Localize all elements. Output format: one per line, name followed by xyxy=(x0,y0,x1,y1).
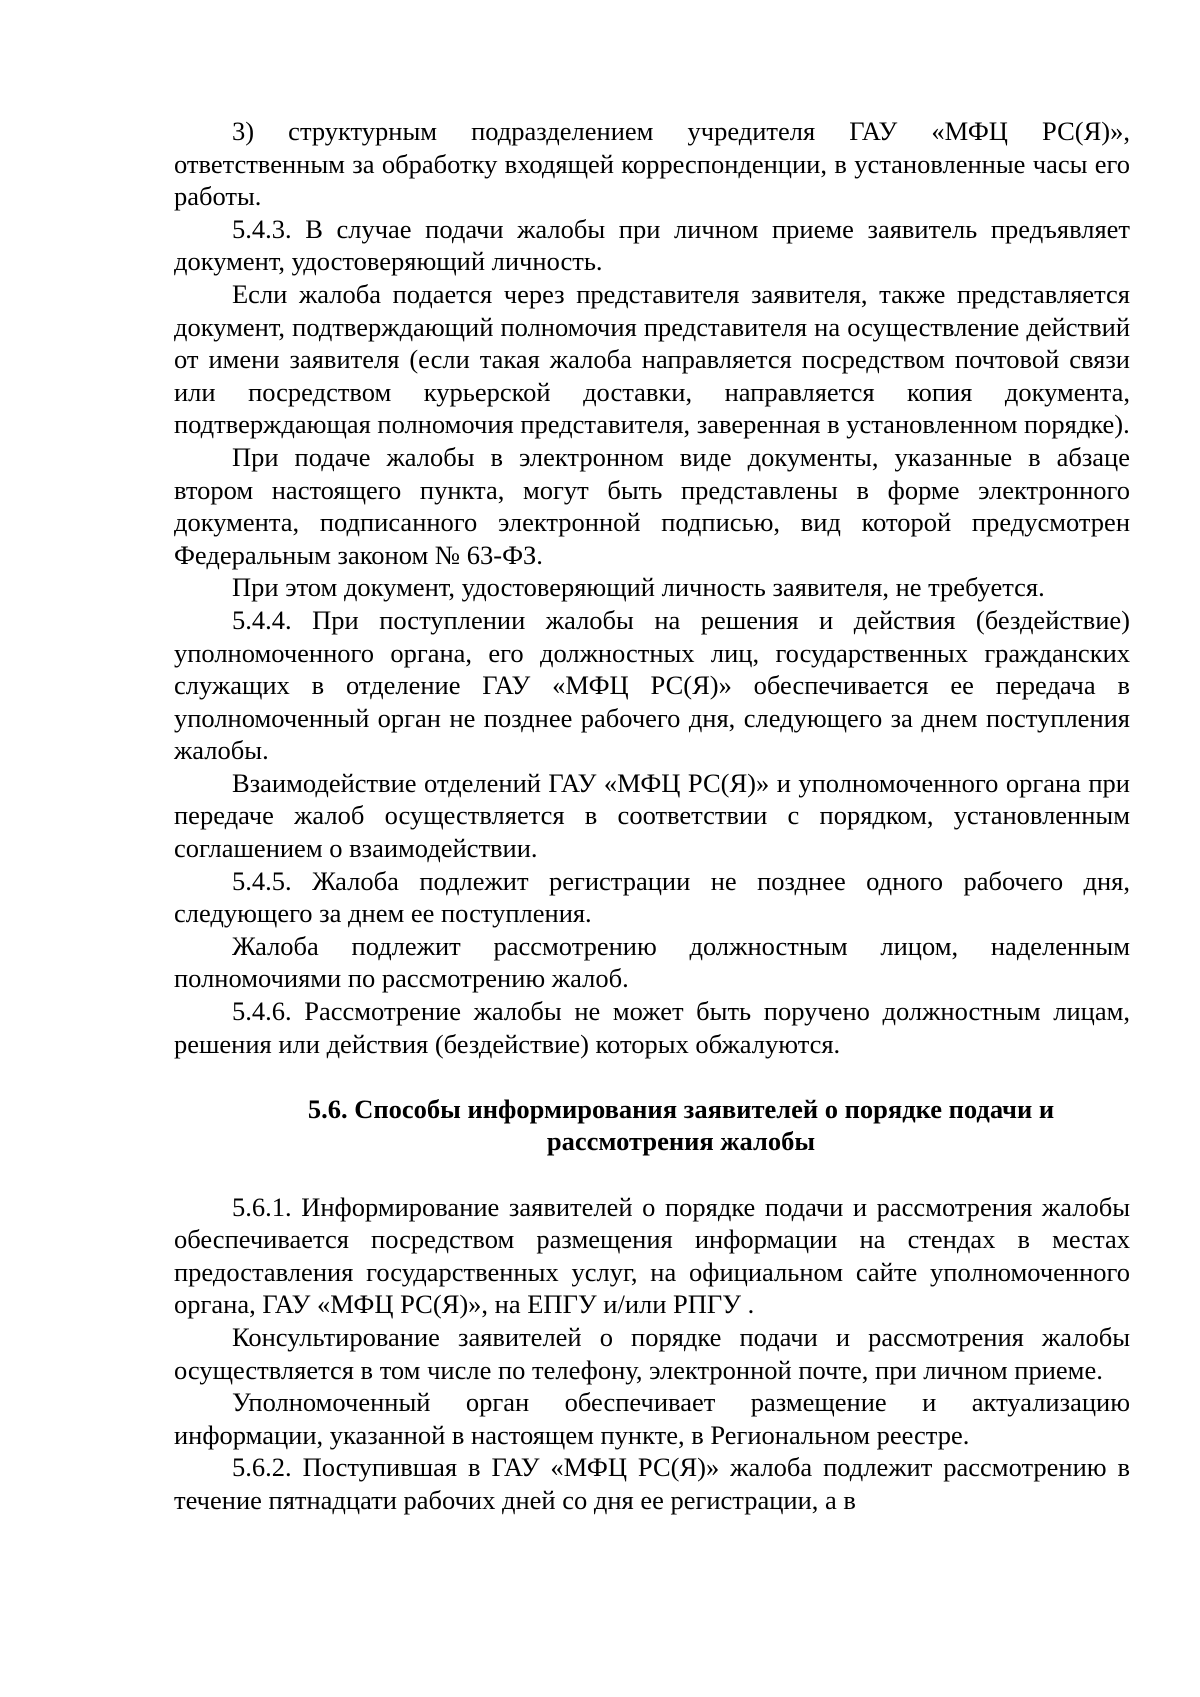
paragraph: Консультирование заявителей о порядке подачи и рассмотрения жалобы осуществляется в том числе по телефону, электронной почте, при личном приеме. xyxy=(174,1321,1130,1385)
paragraph: 5.4.6. Рассмотрение жалобы не может быть поручено должностным лицам, решения или действия (бездействие) которых обжалуются. xyxy=(174,996,1130,1059)
section-heading-line1: 5.6. Способы информирования заявителей о порядке подачи и xyxy=(307,1093,1055,1124)
document-body xyxy=(174,115,1130,1517)
section-heading-line2: рассмотрения жалобы xyxy=(546,1126,816,1157)
paragraph: Взаимодействие отделений ГАУ «МФЦ РС(Я)» и уполномоченного органа при передаче жалоб осуществляется в соответствии с порядком, установленным соглашением о взаимодействии. xyxy=(174,767,1130,864)
paragraph: 5.4.5. Жалоба подлежит регистрации не позднее одного рабочего дня, следующего за днем ее поступления. xyxy=(174,865,1130,929)
paragraph: 5.6.2. Поступившая в ГАУ «МФЦ РС(Я)» жалоба подлежит рассмотрению в течение пятнадцати рабочих дней со дня ее регистрации, а в xyxy=(174,1452,1130,1515)
paragraph: 5.4.3. В случае подачи жалобы при личном приеме заявитель предъявляет документ, удостоверяющий личность. xyxy=(174,213,1130,277)
paragraph: Уполномоченный орган обеспечивает размещение и актуализацию информации, указанной в настоящем пункте, в Региональном реестре. xyxy=(174,1387,1130,1450)
paragraph: Жалоба подлежит рассмотрению должностным лицом, наделенным полномочиями по рассмотрению жалоб. xyxy=(174,930,1130,994)
paragraph: 5.6.1. Информирование заявителей о порядке подачи и рассмотрения жалобы обеспечивается посредством размещения информации на стендах в местах предоставления государственных услуг, на официальном сайте уполномоченного органа, ГАУ «МФЦ РС(Я)», на ЕПГУ и/или РПГУ . xyxy=(174,1191,1130,1320)
spacer xyxy=(174,1158,1130,1191)
paragraph: 5.4.4. При поступлении жалобы на решения и действия (бездействие) уполномоченного органа, его должностных лиц, государственных гражданских служащих в отделение ГАУ «МФЦ РС(Я)» обеспечивается ее передача в уполномоченный орган не позднее рабочего дня, следующего за днем поступления жалобы. xyxy=(174,604,1130,766)
section-heading xyxy=(174,1093,1130,1158)
paragraph: Если жалоба подается через представителя заявителя, также представляется документ, подтверждающий полномочия представителя на осуществление действий от имени заявителя (если такая жалоба направляется посредством почтовой связи или посредством курьерской доставки, направляется копия документа, подтверждающая полномочия представителя, заверенная в установленном порядке). xyxy=(174,278,1130,440)
paragraph: При этом документ, удостоверяющий личность заявителя, не требуется. xyxy=(232,572,1045,603)
spacer xyxy=(174,1060,1130,1093)
paragraph: При подаче жалобы в электронном виде документы, указанные в абзаце втором настоящего пункта, могут быть представлены в форме электронного документа, подписанного электронной подписью, вид которой предусмотрен Федеральным законом № 63-ФЗ. xyxy=(174,441,1130,570)
paragraph: 3) структурным подразделением учредителя ГАУ «МФЦ РС(Я)», ответственным за обработку входящей корреспонденции, в установленные часы его работы. xyxy=(174,116,1130,212)
